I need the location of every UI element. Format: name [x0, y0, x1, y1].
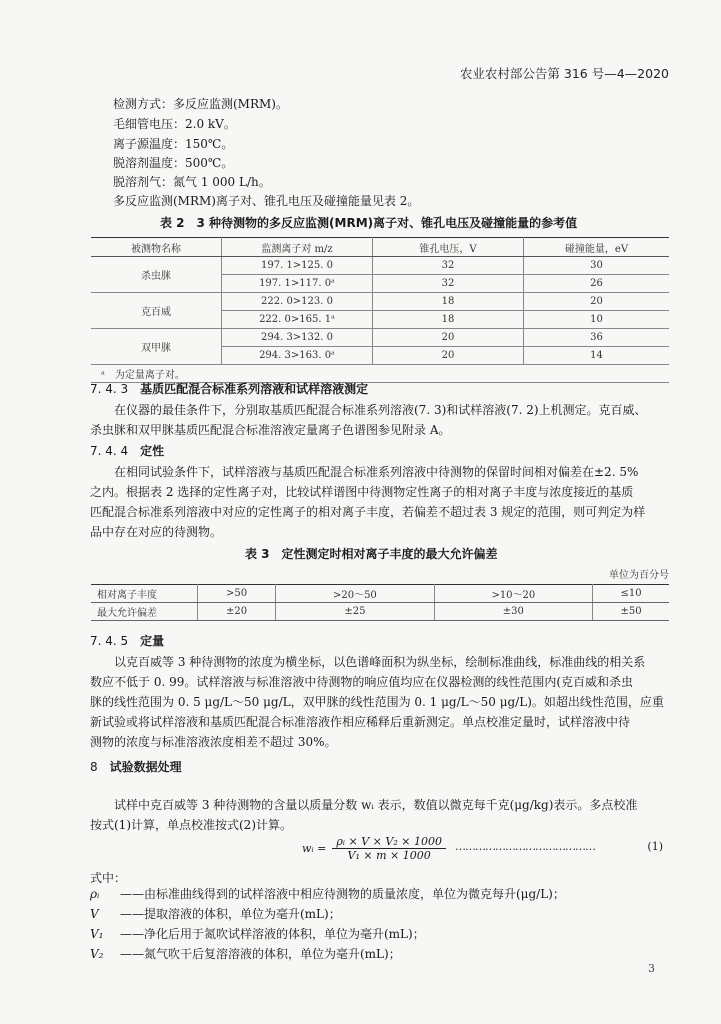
table2	[91, 237, 669, 383]
page-number: 3	[648, 962, 655, 975]
definition-symbol: V	[90, 907, 99, 921]
table-header-row	[91, 238, 669, 257]
definitions-list	[90, 884, 565, 964]
paragraph-line: 按式(1)计算，单点校准按式(2)计算。	[90, 818, 292, 832]
table-cell: 相对离子丰度	[91, 585, 198, 603]
formula-label: (1)	[647, 840, 663, 853]
table-cell: 10	[524, 311, 670, 329]
section-title: 定量	[140, 634, 165, 648]
where-label: 式中：	[90, 871, 127, 885]
definition-symbol: V₁	[90, 927, 104, 941]
definition-symbol: V₂	[90, 947, 104, 961]
table-cell: ±25	[276, 603, 434, 621]
formula-dots: ……………………………………	[455, 840, 595, 853]
table-row	[91, 293, 669, 311]
table-cell: ±20	[198, 603, 276, 621]
table-cell: 197. 1>125. 0	[222, 257, 373, 275]
table-cell: 18	[373, 311, 524, 329]
table-cell: 26	[524, 275, 670, 293]
formula-fraction	[332, 835, 446, 862]
section-heading-745	[90, 632, 164, 649]
paragraph-line: 新试验或将试样溶液和基质匹配混合标准溶液作相应稀释后重新测定。单点校准定量时，试样溶液中待	[90, 715, 631, 729]
section-743-body	[90, 400, 670, 440]
table-cell: >20～50	[276, 585, 434, 603]
compound-name: 克百威	[91, 293, 222, 329]
paragraph-line: 试样中克百威等 3 种待测物的含量以质量分数 wᵢ 表示，数值以微克每千克(μg/kg)表示。多点校准	[114, 798, 638, 812]
table-cell: 294. 3>163. 0ᵃ	[222, 347, 373, 365]
compound-name: 双甲脒	[91, 329, 222, 365]
formula-numerator: ρᵢ × V × V₂ × 1000	[332, 835, 446, 849]
page-header: 农业农村部公告第 316 号—4—2020	[459, 66, 669, 81]
definition-text: ——提取溶液的体积，单位为毫升(mL)；	[120, 907, 341, 921]
table3-caption: 表 3 定性测定时相对离子丰度的最大允许偏差	[245, 547, 498, 561]
formula-lhs: wᵢ =	[302, 841, 327, 855]
table-cell: 294. 3>132. 0	[222, 329, 373, 347]
paragraph-line: 在相同试验条件下，试样溶液与基质匹配混合标准系列溶液中待测物的保留时间相对偏差在±2. 5%	[114, 465, 639, 479]
paragraph-line: 以克百威等 3 种待测物的浓度为横坐标，以色谱峰面积为纵坐标，绘制标准曲线，标准曲线的相关系	[114, 655, 646, 669]
table-header: 监测离子对 m/z	[222, 238, 373, 257]
table-row	[91, 329, 669, 347]
table3	[91, 584, 669, 621]
table-cell: 20	[373, 329, 524, 347]
table-cell: 18	[373, 293, 524, 311]
intro-line: 脱溶剂气：氮气 1 000 L/h。	[113, 175, 271, 189]
table-cell: ±50	[593, 603, 669, 621]
table-header: 锥孔电压，V	[373, 238, 524, 257]
table-cell: 20	[524, 293, 670, 311]
section-745-body	[90, 652, 670, 752]
table-cell: 30	[524, 257, 670, 275]
formula-denominator: V₁ × m × 1000	[347, 848, 431, 862]
section-number: 7. 4. 3	[90, 382, 129, 396]
table-cell: >50	[198, 585, 276, 603]
table-row	[91, 257, 669, 275]
table-row	[91, 603, 669, 621]
paragraph-line: 品中存在对应的待测物。	[90, 525, 223, 539]
intro-line: 检测方式：多反应监测(MRM)。	[113, 97, 288, 111]
table-cell: 32	[373, 275, 524, 293]
section-number: 7. 4. 5	[90, 634, 129, 648]
section-heading-743	[90, 380, 368, 397]
table-cell: 197. 1>117. 0ᵃ	[222, 275, 373, 293]
definition-text: ——净化后用于氮吹试样溶液的体积，单位为毫升(mL)；	[120, 927, 425, 941]
intro-line: 离子源温度：150℃。	[113, 137, 234, 151]
section-title: 基质匹配混合标准系列溶液和试样溶液测定	[140, 382, 369, 396]
definition-item	[90, 924, 565, 944]
table-note: ᵃ 为定量离子对。	[91, 365, 669, 383]
definition-text: ——氮气吹干后复溶溶液的体积，单位为毫升(mL)；	[120, 947, 401, 961]
definition-item	[90, 904, 565, 924]
paragraph-line: 脒的线性范围为 0. 5 μg/L～50 μg/L，双甲脒的线性范围为 0. 1 μg/L～50 μg/L)。如超出线性范围，应重	[90, 695, 664, 709]
paragraph-line: 数应不低于 0. 99。试样溶液与标准溶液中待测物的响应值均应在仪器检测的线性范围内(克百威和杀虫	[90, 675, 634, 689]
table-cell: 222. 0>123. 0	[222, 293, 373, 311]
table2-caption: 表 2 3 种待测物的多反应监测(MRM)离子对、锥孔电压及碰撞能量的参考值	[160, 216, 578, 230]
formula-1	[302, 831, 446, 865]
section-title: 定性	[140, 444, 165, 458]
table-cell: 最大允许偏差	[91, 603, 198, 621]
paragraph-line: 匹配混合标准系列溶液中对应的定性离子的相对离子丰度，若偏差不超过表 3 规定的范围，则可判定为样	[90, 505, 646, 519]
intro-line: 多反应监测(MRM)离子对、锥孔电压及碰撞能量见表 2。	[113, 194, 420, 208]
paragraph-line: 在仪器的最佳条件下，分别取基质匹配混合标准系列溶液(7. 3)和试样溶液(7. 2)上机测定。克百威、	[114, 403, 647, 417]
table-cell: ≤10	[593, 585, 669, 603]
table-cell: >10～20	[434, 585, 592, 603]
table3-unit: 单位为百分号	[609, 570, 669, 581]
section-title: 试验数据处理	[109, 760, 182, 774]
table-cell: 20	[373, 347, 524, 365]
definition-symbol: ρᵢ	[90, 887, 100, 901]
table-row	[91, 585, 669, 603]
definition-text: ——由标准曲线得到的试样溶液中相应待测物的质量浓度，单位为微克每升(μg/L)；	[120, 887, 565, 901]
table-cell: 222. 0>165. 1ᵃ	[222, 311, 373, 329]
section-heading-8	[90, 758, 182, 775]
table-cell: 32	[373, 257, 524, 275]
table-cell: ±30	[434, 603, 592, 621]
table-header: 被测物名称	[91, 238, 222, 257]
section-744-body	[90, 462, 670, 542]
table-cell: 14	[524, 347, 670, 365]
table-header: 碰撞能量，eV	[524, 238, 670, 257]
definition-item	[90, 884, 565, 904]
section-8-body	[90, 795, 670, 835]
definition-item	[90, 944, 565, 964]
paragraph-line: 之内。根据表 2 选择的定性离子对，比较试样谱图中待测物定性离子的相对离子丰度与浓度接近的基质	[90, 485, 634, 499]
compound-name: 杀虫脒	[91, 257, 222, 293]
section-heading-744	[90, 442, 164, 459]
section-number: 8	[90, 760, 98, 774]
section-number: 7. 4. 4	[90, 444, 129, 458]
intro-line: 毛细管电压：2.0 kV。	[113, 117, 236, 131]
table-cell: 36	[524, 329, 670, 347]
paragraph-line: 测物的浓度与标准溶液浓度相差不超过 30%。	[90, 735, 337, 749]
intro-line: 脱溶剂温度：500℃。	[113, 156, 234, 170]
paragraph-line: 杀虫脒和双甲脒基质匹配混合标准溶液定量离子色谱图参见附录 A。	[90, 423, 451, 437]
